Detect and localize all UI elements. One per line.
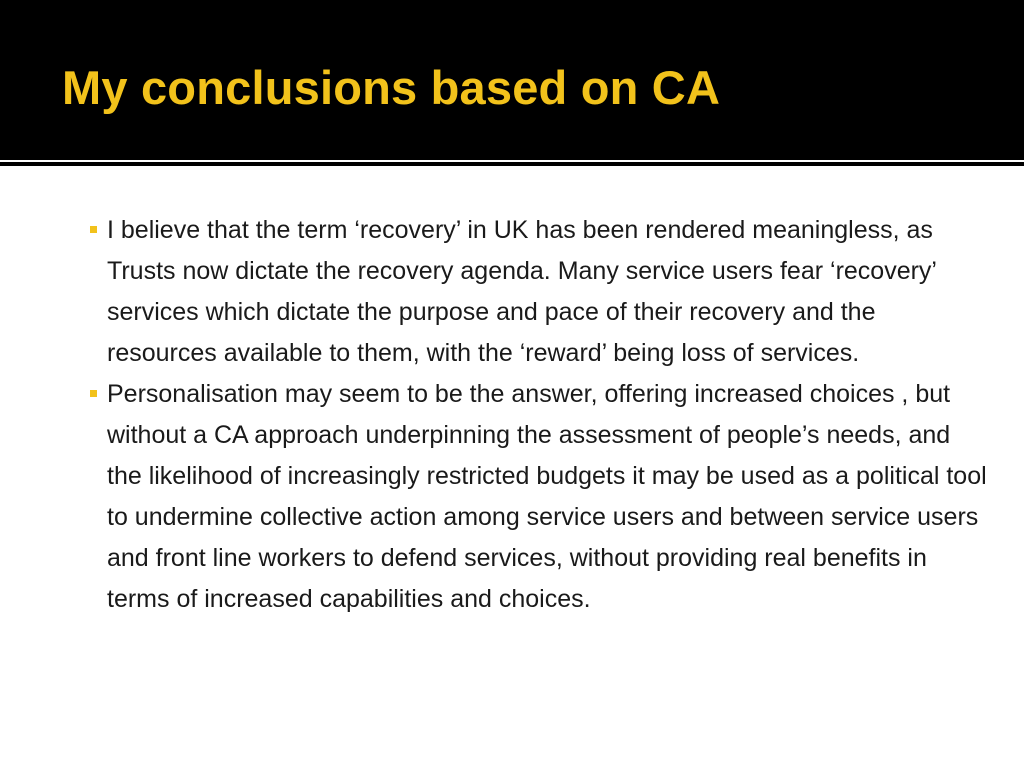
- title-band: [0, 0, 1024, 158]
- bullet-list: [98, 210, 990, 620]
- bullet-item-recovery: [98, 210, 990, 374]
- square-bullet-icon: [90, 390, 97, 397]
- bullet-item-personalisation: [98, 374, 990, 620]
- square-bullet-icon: [90, 226, 97, 233]
- bullet-text-personalisation: Personalisation may seem to be the answer, offering increased choices , but without a CA approach underpinning the assessment of people’s needs, and the likelihood of increasingly restricted budgets it may be used as a political tool to undermine collective action among service users and between service users and front line workers to defend services, without providing real benefits in terms of increased capabilities and choices.: [107, 380, 987, 613]
- slide-title: My conclusions based on CA: [62, 61, 721, 114]
- bullet-text-recovery: I believe that the term ‘recovery’ in UK has been rendered meaningless, as Trusts now dictate the recovery agenda. Many service users fear ‘recovery’ services which dictate the purpose and pace of their recovery and the resources available to them, with the ‘reward’ being loss of services.: [107, 216, 937, 367]
